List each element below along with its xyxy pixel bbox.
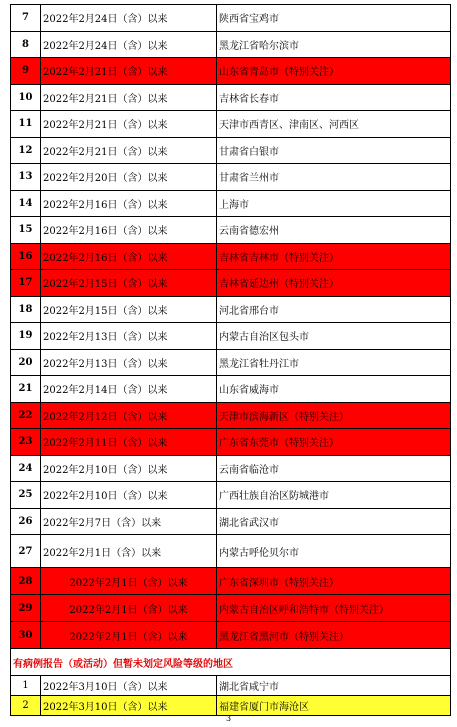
row-number: 7	[11, 5, 41, 32]
area-name: 上海市	[217, 190, 451, 217]
section-header-row	[11, 649, 451, 676]
row-number: 20	[11, 349, 41, 376]
row-number: 2	[11, 696, 41, 716]
start-date: 2022年2月21日（含）以来	[41, 58, 217, 85]
start-date: 2022年2月20日（含）以来	[41, 164, 217, 191]
area-name: 河北省邢台市	[217, 296, 451, 323]
table-row	[11, 164, 451, 191]
row-number: 14	[11, 190, 41, 217]
area-name: 云南省德宏州	[217, 217, 451, 244]
area-name: 甘肃省兰州市	[217, 164, 451, 191]
row-number: 18	[11, 296, 41, 323]
table-row	[11, 535, 451, 568]
start-date: 2022年2月1日（含）以来	[41, 535, 217, 568]
row-number: 1	[11, 676, 41, 696]
row-number: 26	[11, 508, 41, 535]
area-name: 黑龙江省黑河市（特别关注）	[217, 622, 451, 649]
start-date: 2022年3月10日（含）以来	[41, 696, 217, 716]
area-name: 广东省东莞市（特别关注）	[217, 429, 451, 456]
row-number: 15	[11, 217, 41, 244]
start-date: 2022年2月12日（含）以来	[41, 402, 217, 429]
row-number: 8	[11, 31, 41, 58]
row-number: 27	[11, 535, 41, 568]
table-row	[11, 595, 451, 622]
row-number: 13	[11, 164, 41, 191]
area-name: 广东省深圳市（特别关注）	[217, 568, 451, 595]
area-name: 甘肃省白银市	[217, 137, 451, 164]
row-number: 12	[11, 137, 41, 164]
risk-area-table	[10, 4, 451, 716]
row-number: 25	[11, 482, 41, 509]
area-name: 福建省厦门市海沧区	[217, 696, 451, 716]
area-name: 吉林省长春市	[217, 84, 451, 111]
row-number: 17	[11, 270, 41, 297]
row-number: 9	[11, 58, 41, 85]
start-date: 2022年2月7日（含）以来	[41, 508, 217, 535]
area-name: 湖北省咸宁市	[217, 676, 451, 696]
row-number: 28	[11, 568, 41, 595]
start-date: 2022年2月24日（含）以来	[41, 31, 217, 58]
table-row	[11, 5, 451, 32]
table-row	[11, 296, 451, 323]
area-name: 吉林省吉林市（特别关注）	[217, 243, 451, 270]
start-date: 2022年2月16日（含）以来	[41, 217, 217, 244]
start-date: 2022年2月24日（含）以来	[41, 5, 217, 32]
row-number: 19	[11, 323, 41, 350]
area-name: 天津市滨海新区（特别关注）	[217, 402, 451, 429]
area-name: 内蒙古自治区呼和浩特市（特别关注）	[217, 595, 451, 622]
table-row	[11, 402, 451, 429]
table-row	[11, 323, 451, 350]
table-row	[11, 429, 451, 456]
row-number: 10	[11, 84, 41, 111]
table-row	[11, 508, 451, 535]
area-name: 吉林省延边州（特别关注）	[217, 270, 451, 297]
start-date: 2022年2月10日（含）以来	[41, 455, 217, 482]
table-row	[11, 243, 451, 270]
section-title: 有病例报告（或活动）但暂未划定风险等级的地区	[11, 649, 451, 676]
area-name: 山东省青岛市（特别关注）	[217, 58, 451, 85]
table-row	[11, 270, 451, 297]
table-row	[11, 568, 451, 595]
row-number: 21	[11, 376, 41, 403]
row-number: 24	[11, 455, 41, 482]
area-name: 山东省威海市	[217, 376, 451, 403]
table-row	[11, 31, 451, 58]
table-row	[11, 349, 451, 376]
table-row	[11, 111, 451, 138]
start-date: 2022年3月10日（含）以来	[41, 676, 217, 696]
table-row	[11, 190, 451, 217]
row-number: 11	[11, 111, 41, 138]
table-row	[11, 455, 451, 482]
start-date: 2022年2月21日（含）以来	[41, 137, 217, 164]
area-name: 内蒙古自治区包头市	[217, 323, 451, 350]
row-number: 23	[11, 429, 41, 456]
table-row	[11, 84, 451, 111]
area-name: 天津市西青区、津南区、河西区	[217, 111, 451, 138]
start-date: 2022年2月10日（含）以来	[41, 482, 217, 509]
start-date: 2022年2月21日（含）以来	[41, 111, 217, 138]
start-date: 2022年2月16日（含）以来	[41, 243, 217, 270]
table-row	[11, 217, 451, 244]
start-date: 2022年2月11日（含）以来	[41, 429, 217, 456]
start-date: 2022年2月21日（含）以来	[41, 84, 217, 111]
area-name: 广西壮族自治区防城港市	[217, 482, 451, 509]
area-name: 云南省临沧市	[217, 455, 451, 482]
area-name: 湖北省武汉市	[217, 508, 451, 535]
area-name: 陕西省宝鸡市	[217, 5, 451, 32]
area-name: 黑龙江省牡丹江市	[217, 349, 451, 376]
start-date: 2022年2月1日（含）以来	[41, 622, 217, 649]
start-date: 2022年2月15日（含）以来	[41, 296, 217, 323]
start-date: 2022年2月14日（含）以来	[41, 376, 217, 403]
start-date: 2022年2月16日（含）以来	[41, 190, 217, 217]
row-number: 22	[11, 402, 41, 429]
table-row	[11, 696, 451, 716]
page-number: 3	[225, 714, 232, 723]
table-row	[11, 622, 451, 649]
start-date: 2022年2月1日（含）以来	[41, 595, 217, 622]
area-name: 黑龙江省哈尔滨市	[217, 31, 451, 58]
start-date: 2022年2月1日（含）以来	[41, 568, 217, 595]
start-date: 2022年2月13日（含）以来	[41, 349, 217, 376]
table-row	[11, 58, 451, 85]
row-number: 16	[11, 243, 41, 270]
start-date: 2022年2月13日（含）以来	[41, 323, 217, 350]
table-row	[11, 676, 451, 696]
table-row	[11, 376, 451, 403]
area-name: 内蒙古呼伦贝尔市	[217, 535, 451, 568]
table-row	[11, 137, 451, 164]
table-row	[11, 482, 451, 509]
row-number: 30	[11, 622, 41, 649]
row-number: 29	[11, 595, 41, 622]
start-date: 2022年2月15日（含）以来	[41, 270, 217, 297]
